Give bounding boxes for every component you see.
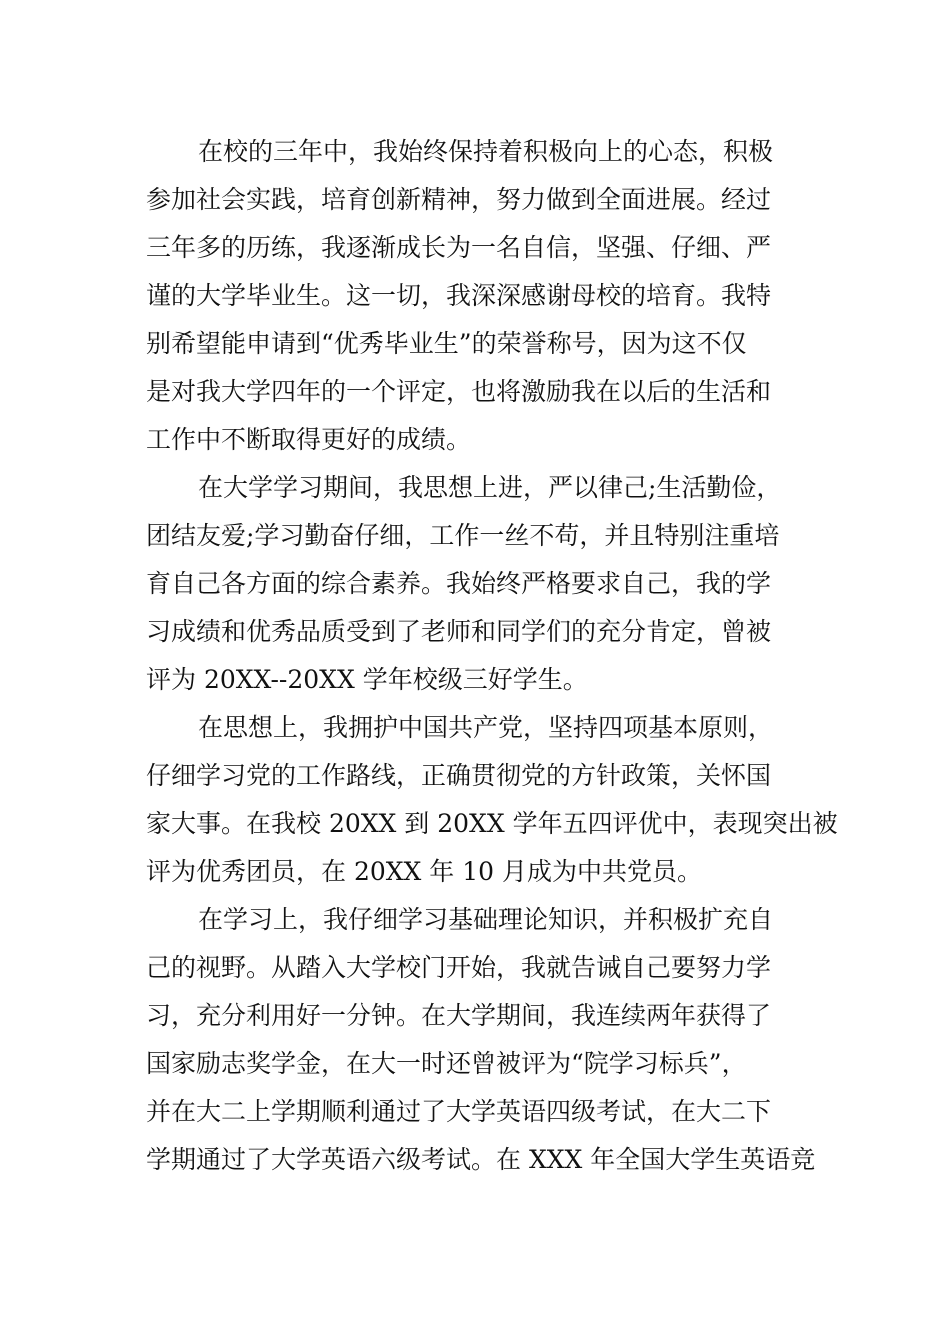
paragraph-1 [146,128,808,464]
paragraph-4 [146,896,816,1184]
text-line: 是对我大学四年的一个评定，也将激励我在以后的生活和 [146,377,772,406]
text-line: 家大事。在我校 20XX 到 20XX 学年五四评优中，表现突出被 [146,809,838,838]
paragraph-3 [146,704,838,896]
paragraph-2 [146,464,808,704]
text-line: 仔细学习党的工作路线，正确贯彻党的方针政策，关怀国 [146,761,772,790]
text-line: 己的视野。从踏入大学校门开始，我就告诫自己要努力学 [146,953,772,982]
text-line: 育自己各方面的综合素养。我始终严格要求自己，我的学 [146,569,772,598]
text-line: 习成绩和优秀品质受到了老师和同学们的充分肯定，曾被 [146,617,772,646]
text-line: 工作中不断取得更好的成绩。 [146,425,472,454]
text-line: 别希望能申请到“优秀毕业生”的荣誉称号，因为这不仅 [146,329,747,358]
text-line: 在思想上，我拥护中国共产党，坚持四项基本原则， [198,713,774,742]
document-body [146,128,838,1184]
text-line: 团结友爱;学习勤奋仔细，工作一丝不苟，并且特别注重培 [146,521,780,550]
text-line: 评为优秀团员，在 20XX 年 10 月成为中共党员。 [146,857,703,886]
text-line: 在学习上，我仔细学习基础理论知识，并积极扩充自 [198,905,774,934]
text-line: 国家励志奖学金，在大一时还曾被评为“院学习标兵”， [146,1049,747,1078]
text-line: 学期通过了大学英语六级考试。在 XXX 年全国大学生英语竞 [146,1145,816,1174]
text-line: 谨的大学毕业生。这一切，我深深感谢母校的培育。我特 [146,281,772,310]
text-line: 习，充分利用好一分钟。在大学期间，我连续两年获得了 [146,1001,772,1030]
text-line: 在校的三年中，我始终保持着积极向上的心态，积极 [198,137,774,166]
text-line: 评为 20XX--20XX 学年校级三好学生。 [146,665,588,694]
text-line: 在大学学习期间，我思想上进，严以律己;生活勤俭， [198,473,782,502]
text-line: 参加社会实践，培育创新精神，努力做到全面进展。经过 [146,185,772,214]
text-line: 并在大二上学期顺利通过了大学英语四级考试，在大二下 [146,1097,772,1126]
text-line: 三年多的历练，我逐渐成长为一名自信，坚强、仔细、严 [146,233,772,262]
